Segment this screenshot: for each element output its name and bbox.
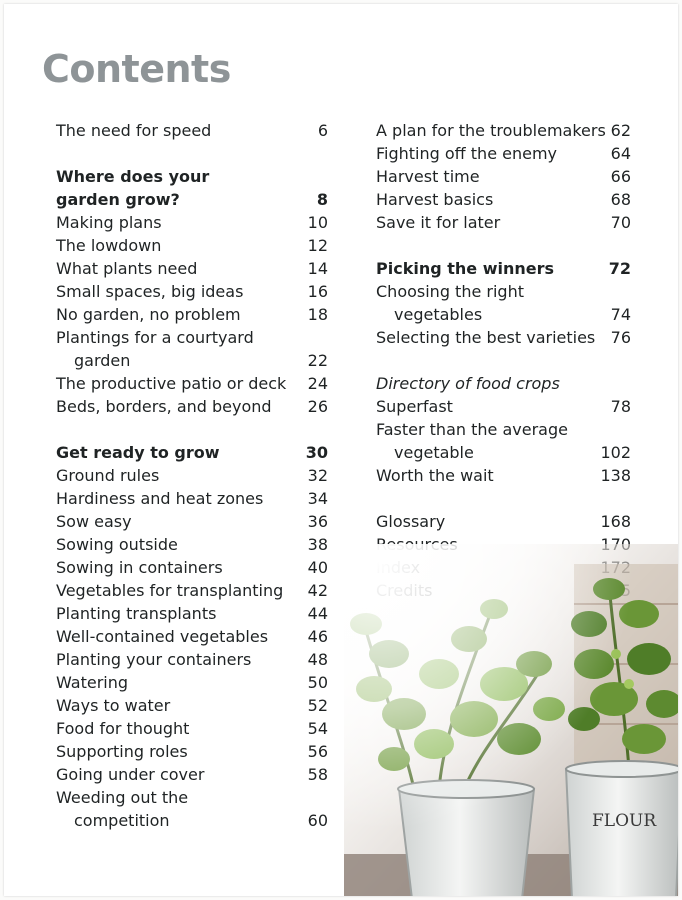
toc-entry-title: Sowing in containers [56, 558, 223, 577]
toc-line [56, 786, 328, 809]
toc-entry-title: Food for thought [56, 719, 190, 738]
toc-entry [376, 142, 631, 165]
toc-line [56, 717, 328, 740]
toc-line [56, 648, 328, 671]
toc-page-number: 18 [307, 305, 328, 324]
potted-vegetables-photo [344, 544, 678, 896]
toc-entry-title: competition [74, 811, 170, 830]
toc-entry [376, 211, 631, 234]
toc-entry [56, 211, 328, 234]
toc-line [376, 303, 631, 326]
toc-line [56, 211, 328, 234]
toc-right-column [376, 119, 631, 602]
toc-entry [56, 579, 328, 602]
toc-page-number: 50 [307, 673, 328, 692]
toc-entry-title: Plantings for a courtyard [56, 328, 254, 347]
toc-entry-title: Beds, borders, and beyond [56, 397, 272, 416]
toc-entry [56, 556, 328, 579]
page-title: Contents [42, 47, 231, 91]
toc-page-number: 66 [610, 167, 631, 186]
toc-page-number: 40 [307, 558, 328, 577]
toc-entry-title: Weeding out the [56, 788, 189, 807]
toc-entry-title: Well-contained vegetables [56, 627, 269, 646]
toc-entry-title: Picking the winners [376, 259, 555, 278]
toc-page-number: 72 [608, 259, 631, 278]
toc-line [56, 487, 328, 510]
section-gap [56, 418, 328, 441]
toc-entry-title: A plan for the troublemakers [376, 121, 606, 140]
toc-entry-title: Planting your containers [56, 650, 252, 669]
toc-entry-title: The lowdown [56, 236, 162, 255]
toc-entry-title: Fighting off the enemy [376, 144, 558, 163]
toc-line [376, 418, 631, 441]
toc-page-number: 10 [307, 213, 328, 232]
toc-entry-title: Directory of food crops [376, 374, 560, 393]
toc-page-number: 14 [307, 259, 328, 278]
toc-page-number: 16 [307, 282, 328, 301]
toc-line [56, 234, 328, 257]
toc-entry [56, 694, 328, 717]
toc-entry [56, 510, 328, 533]
toc-entry [376, 464, 631, 487]
toc-entry [56, 625, 328, 648]
toc-line [376, 510, 631, 533]
toc-line [56, 303, 328, 326]
toc-entry-title: Harvest basics [376, 190, 494, 209]
toc-entry [56, 786, 328, 832]
toc-entry [56, 763, 328, 786]
toc-entry-title: Where does your [56, 167, 210, 186]
toc-entry [56, 671, 328, 694]
toc-entry-title: Get ready to grow [56, 443, 220, 462]
toc-entry [56, 464, 328, 487]
toc-entry-title: garden [74, 351, 131, 370]
toc-entry-title: Faster than the average [376, 420, 568, 439]
toc-page-number: 62 [610, 121, 631, 140]
toc-entry [56, 280, 328, 303]
toc-entry [56, 372, 328, 395]
toc-entry [376, 372, 631, 395]
toc-line [56, 625, 328, 648]
toc-entry-title: vegetables [394, 305, 483, 324]
toc-page-number: 26 [307, 397, 328, 416]
toc-entry [56, 119, 328, 142]
toc-page-number: 22 [307, 351, 328, 370]
toc-page-number: 138 [600, 466, 631, 485]
toc-line [56, 326, 328, 349]
toc-line [376, 188, 631, 211]
toc-entry-title: Selecting the best varieties [376, 328, 596, 347]
toc-page-number: 8 [316, 190, 328, 209]
toc-entry-title: Harvest time [376, 167, 480, 186]
toc-entry [56, 487, 328, 510]
toc-line [56, 280, 328, 303]
toc-entry-title: Save it for later [376, 213, 501, 232]
toc-line [376, 280, 631, 303]
section-gap [56, 142, 328, 165]
toc-entry [56, 303, 328, 326]
toc-entry-title: Planting transplants [56, 604, 217, 623]
toc-entry-title: Supporting roles [56, 742, 188, 761]
toc-entry-title: Glossary [376, 512, 446, 531]
toc-page-number: 60 [307, 811, 328, 830]
toc-page-number: 30 [305, 443, 328, 462]
toc-entry-title: The need for speed [56, 121, 212, 140]
toc-entry-title: Watering [56, 673, 129, 692]
toc-line [56, 579, 328, 602]
toc-entry [56, 717, 328, 740]
toc-entry [56, 648, 328, 671]
toc-entry-title: Sow easy [56, 512, 132, 531]
toc-line [376, 326, 631, 349]
toc-line [56, 165, 328, 188]
toc-page-number: 46 [307, 627, 328, 646]
toc-line [56, 809, 328, 832]
toc-entry-title: Superfast [376, 397, 453, 416]
toc-page-number: 36 [307, 512, 328, 531]
toc-entry-title: Small spaces, big ideas [56, 282, 244, 301]
toc-page-number: 70 [610, 213, 631, 232]
toc-line [56, 763, 328, 786]
toc-entry-title: Choosing the right [376, 282, 524, 301]
section-gap [376, 487, 631, 510]
toc-entry [376, 119, 631, 142]
toc-section-heading [376, 257, 631, 280]
toc-entry-title: The productive patio or deck [56, 374, 287, 393]
toc-entry-title: Worth the wait [376, 466, 494, 485]
toc-entry-title: Ground rules [56, 466, 160, 485]
toc-entry-title: vegetable [394, 443, 474, 462]
toc-page-number: 32 [307, 466, 328, 485]
toc-entry-title: Vegetables for transplanting [56, 581, 284, 600]
toc-entry [56, 533, 328, 556]
toc-line [56, 510, 328, 533]
toc-page-number: 52 [307, 696, 328, 715]
toc-page-number: 38 [307, 535, 328, 554]
toc-page-number: 56 [307, 742, 328, 761]
toc-page-number: 54 [307, 719, 328, 738]
toc-line [56, 257, 328, 280]
toc-line [376, 257, 631, 280]
toc-line [376, 441, 631, 464]
toc-line [376, 464, 631, 487]
toc-line [56, 349, 328, 372]
toc-entry-title: What plants need [56, 259, 198, 278]
section-gap [376, 349, 631, 372]
toc-line [56, 372, 328, 395]
toc-entry [56, 234, 328, 257]
toc-page-number: 64 [610, 144, 631, 163]
toc-section-heading [56, 441, 328, 464]
toc-page-number: 6 [317, 121, 328, 140]
toc-line [376, 372, 631, 395]
toc-line [376, 211, 631, 234]
toc-line [56, 395, 328, 418]
toc-line [56, 188, 328, 211]
toc-entry-title: Going under cover [56, 765, 205, 784]
toc-line [376, 119, 631, 142]
toc-line [56, 602, 328, 625]
toc-page-number: 76 [610, 328, 631, 347]
toc-entry-title: No garden, no problem [56, 305, 241, 324]
toc-line [56, 556, 328, 579]
toc-entry [376, 280, 631, 326]
toc-page-number: 48 [307, 650, 328, 669]
toc-entry-title: Ways to water [56, 696, 171, 715]
toc-line [56, 441, 328, 464]
toc-entry [376, 188, 631, 211]
toc-entry [376, 510, 631, 533]
toc-line [56, 694, 328, 717]
toc-entry [376, 418, 631, 464]
toc-page-number: 74 [610, 305, 631, 324]
toc-line [56, 533, 328, 556]
toc-entry [56, 602, 328, 625]
toc-page-number: 58 [307, 765, 328, 784]
toc-line [376, 165, 631, 188]
toc-line [56, 740, 328, 763]
toc-entry-title: Hardiness and heat zones [56, 489, 264, 508]
toc-section-heading [56, 165, 328, 211]
toc-entry [56, 395, 328, 418]
toc-page-number: 24 [307, 374, 328, 393]
toc-entry [376, 395, 631, 418]
toc-entry [56, 740, 328, 763]
toc-page-number: 12 [307, 236, 328, 255]
toc-entry [56, 326, 328, 372]
toc-page-number: 168 [600, 512, 631, 531]
toc-entry [56, 257, 328, 280]
toc-page-number: 42 [307, 581, 328, 600]
toc-page-number: 44 [307, 604, 328, 623]
toc-line [376, 395, 631, 418]
toc-page-number: 78 [610, 397, 631, 416]
toc-entry [376, 165, 631, 188]
toc-entry-title: Making plans [56, 213, 162, 232]
section-gap [376, 234, 631, 257]
toc-page-number: 68 [610, 190, 631, 209]
toc-page-number: 34 [307, 489, 328, 508]
toc-line [56, 464, 328, 487]
contents-page [4, 4, 678, 896]
toc-page-number: 102 [600, 443, 631, 462]
toc-left-column [56, 119, 328, 832]
toc-entry-title: garden grow? [56, 190, 180, 209]
toc-line [56, 119, 328, 142]
toc-entry-title: Sowing outside [56, 535, 178, 554]
toc-line [56, 671, 328, 694]
toc-entry [376, 326, 631, 349]
toc-line [376, 142, 631, 165]
